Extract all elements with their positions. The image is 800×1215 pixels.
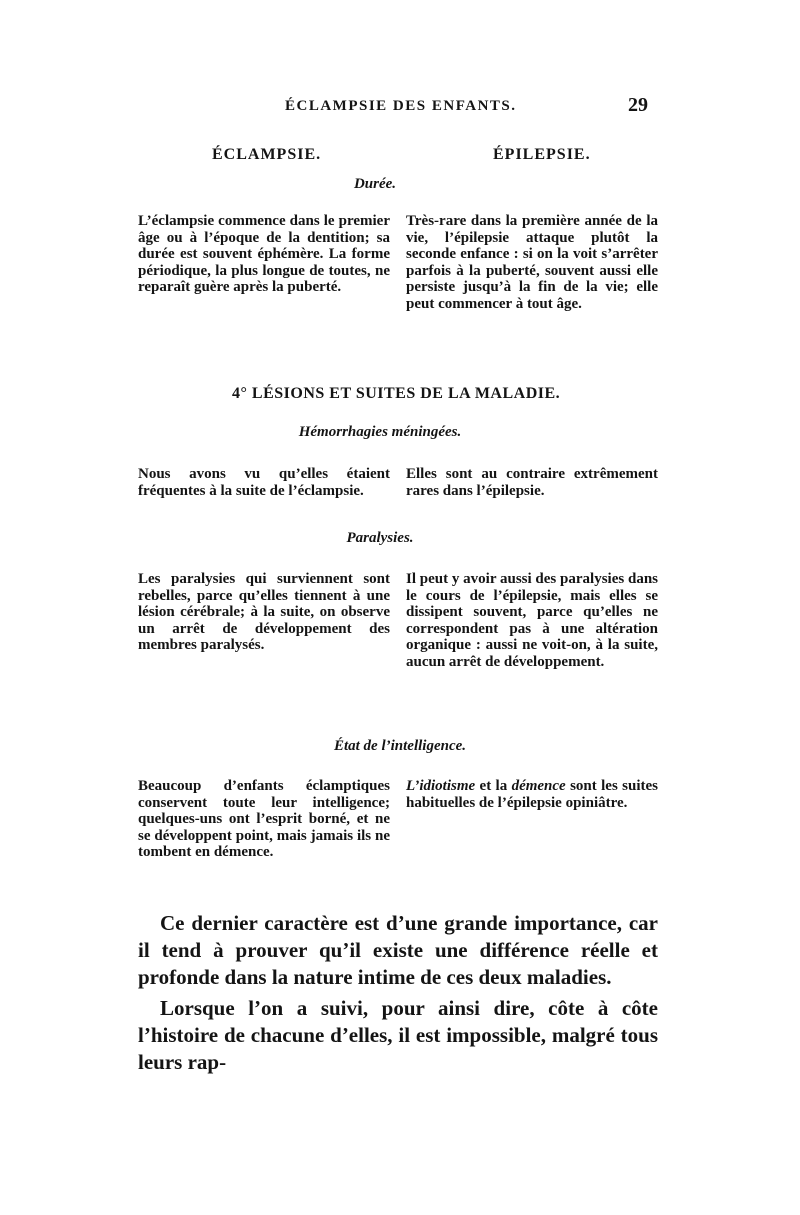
page-number: 29 <box>628 94 648 116</box>
section-title-intelligence: État de l’intelligence. <box>333 738 467 754</box>
paralysies-right-text: Il peut y avoir aussi des paralysies dans le cours de l’épilepsie, mais elles se dissipent souvent, parce qu’elles ne correspondent pas à une altération organique : aussi ne voit-on, à la suite, aucun arrêt de développement. <box>406 571 658 670</box>
intelligence-right-mid: et la <box>475 778 512 794</box>
section-title-paralysies: Paralysies. <box>346 530 414 546</box>
column-heading-left: ÉCLAMPSIE. <box>212 146 322 163</box>
idiotisme-term: L’idiotisme <box>406 778 476 794</box>
running-head: ÉCLAMPSIE DES ENFANTS. <box>285 98 517 114</box>
paralysies-left-text: Les paralysies qui surviennent sont rebelles, parce qu’elles tiennent à une lésion cérébrale; à la suite, on observe un arrêt de développement des membres paralysés. <box>138 571 390 653</box>
hemorrhagies-right-text: Elles sont au contraire extrêmement rares dans l’épilepsie. <box>406 466 658 499</box>
paragraph-1: Ce dernier caractère est d’une grande importance, car il tend à prouver qu’il existe une différence réelle et profonde dans la nature intime de ces deux maladies. <box>138 911 658 989</box>
paragraph-2: Lorsque l’on a suivi, pour ainsi dire, côte à côte l’histoire de chacune d’elles, il est impossible, malgré tous leurs rap- <box>138 996 658 1074</box>
section-heading-lesions: 4° LÉSIONS ET SUITES DE LA MALADIE. <box>232 385 561 402</box>
duree-right-text: Très-rare dans la première année de la vie, l’épilepsie attaque plutôt la seconde enfance : si on la voit s’arrêter parfois à la puberté, souvent aussi elle persiste jusqu’à la fin de la vie; elle peut commencer à tout âge. <box>406 213 658 312</box>
column-heading-right: ÉPILEPSIE. <box>493 146 591 163</box>
section-title-duree: Durée. <box>353 176 397 192</box>
body-text <box>138 910 658 1076</box>
demence-term: démence <box>511 778 566 794</box>
section-title-hemorrhagies: Hémorrhagies méningées. <box>298 424 462 440</box>
intelligence-left-text: Beaucoup d’enfants éclamptiques conservent toute leur intelligence; quelques-uns ont l’esprit borné, et ne se développent point, mais jamais ils ne tombent en démence. <box>138 778 390 860</box>
intelligence-right-rest: sont les suites habituelles de l’épilepsie opiniâtre. <box>406 778 658 811</box>
duree-left-text: L’éclampsie commence dans le premier âge ou à l’époque de la dentition; sa durée est souvent éphémère. La forme périodique, la plus longue de toutes, ne reparaît guère après la puberté. <box>138 213 390 295</box>
intelligence-right-text <box>406 778 658 811</box>
hemorrhagies-left-text: Nous avons vu qu’elles étaient fréquentes à la suite de l’éclampsie. <box>138 466 390 499</box>
